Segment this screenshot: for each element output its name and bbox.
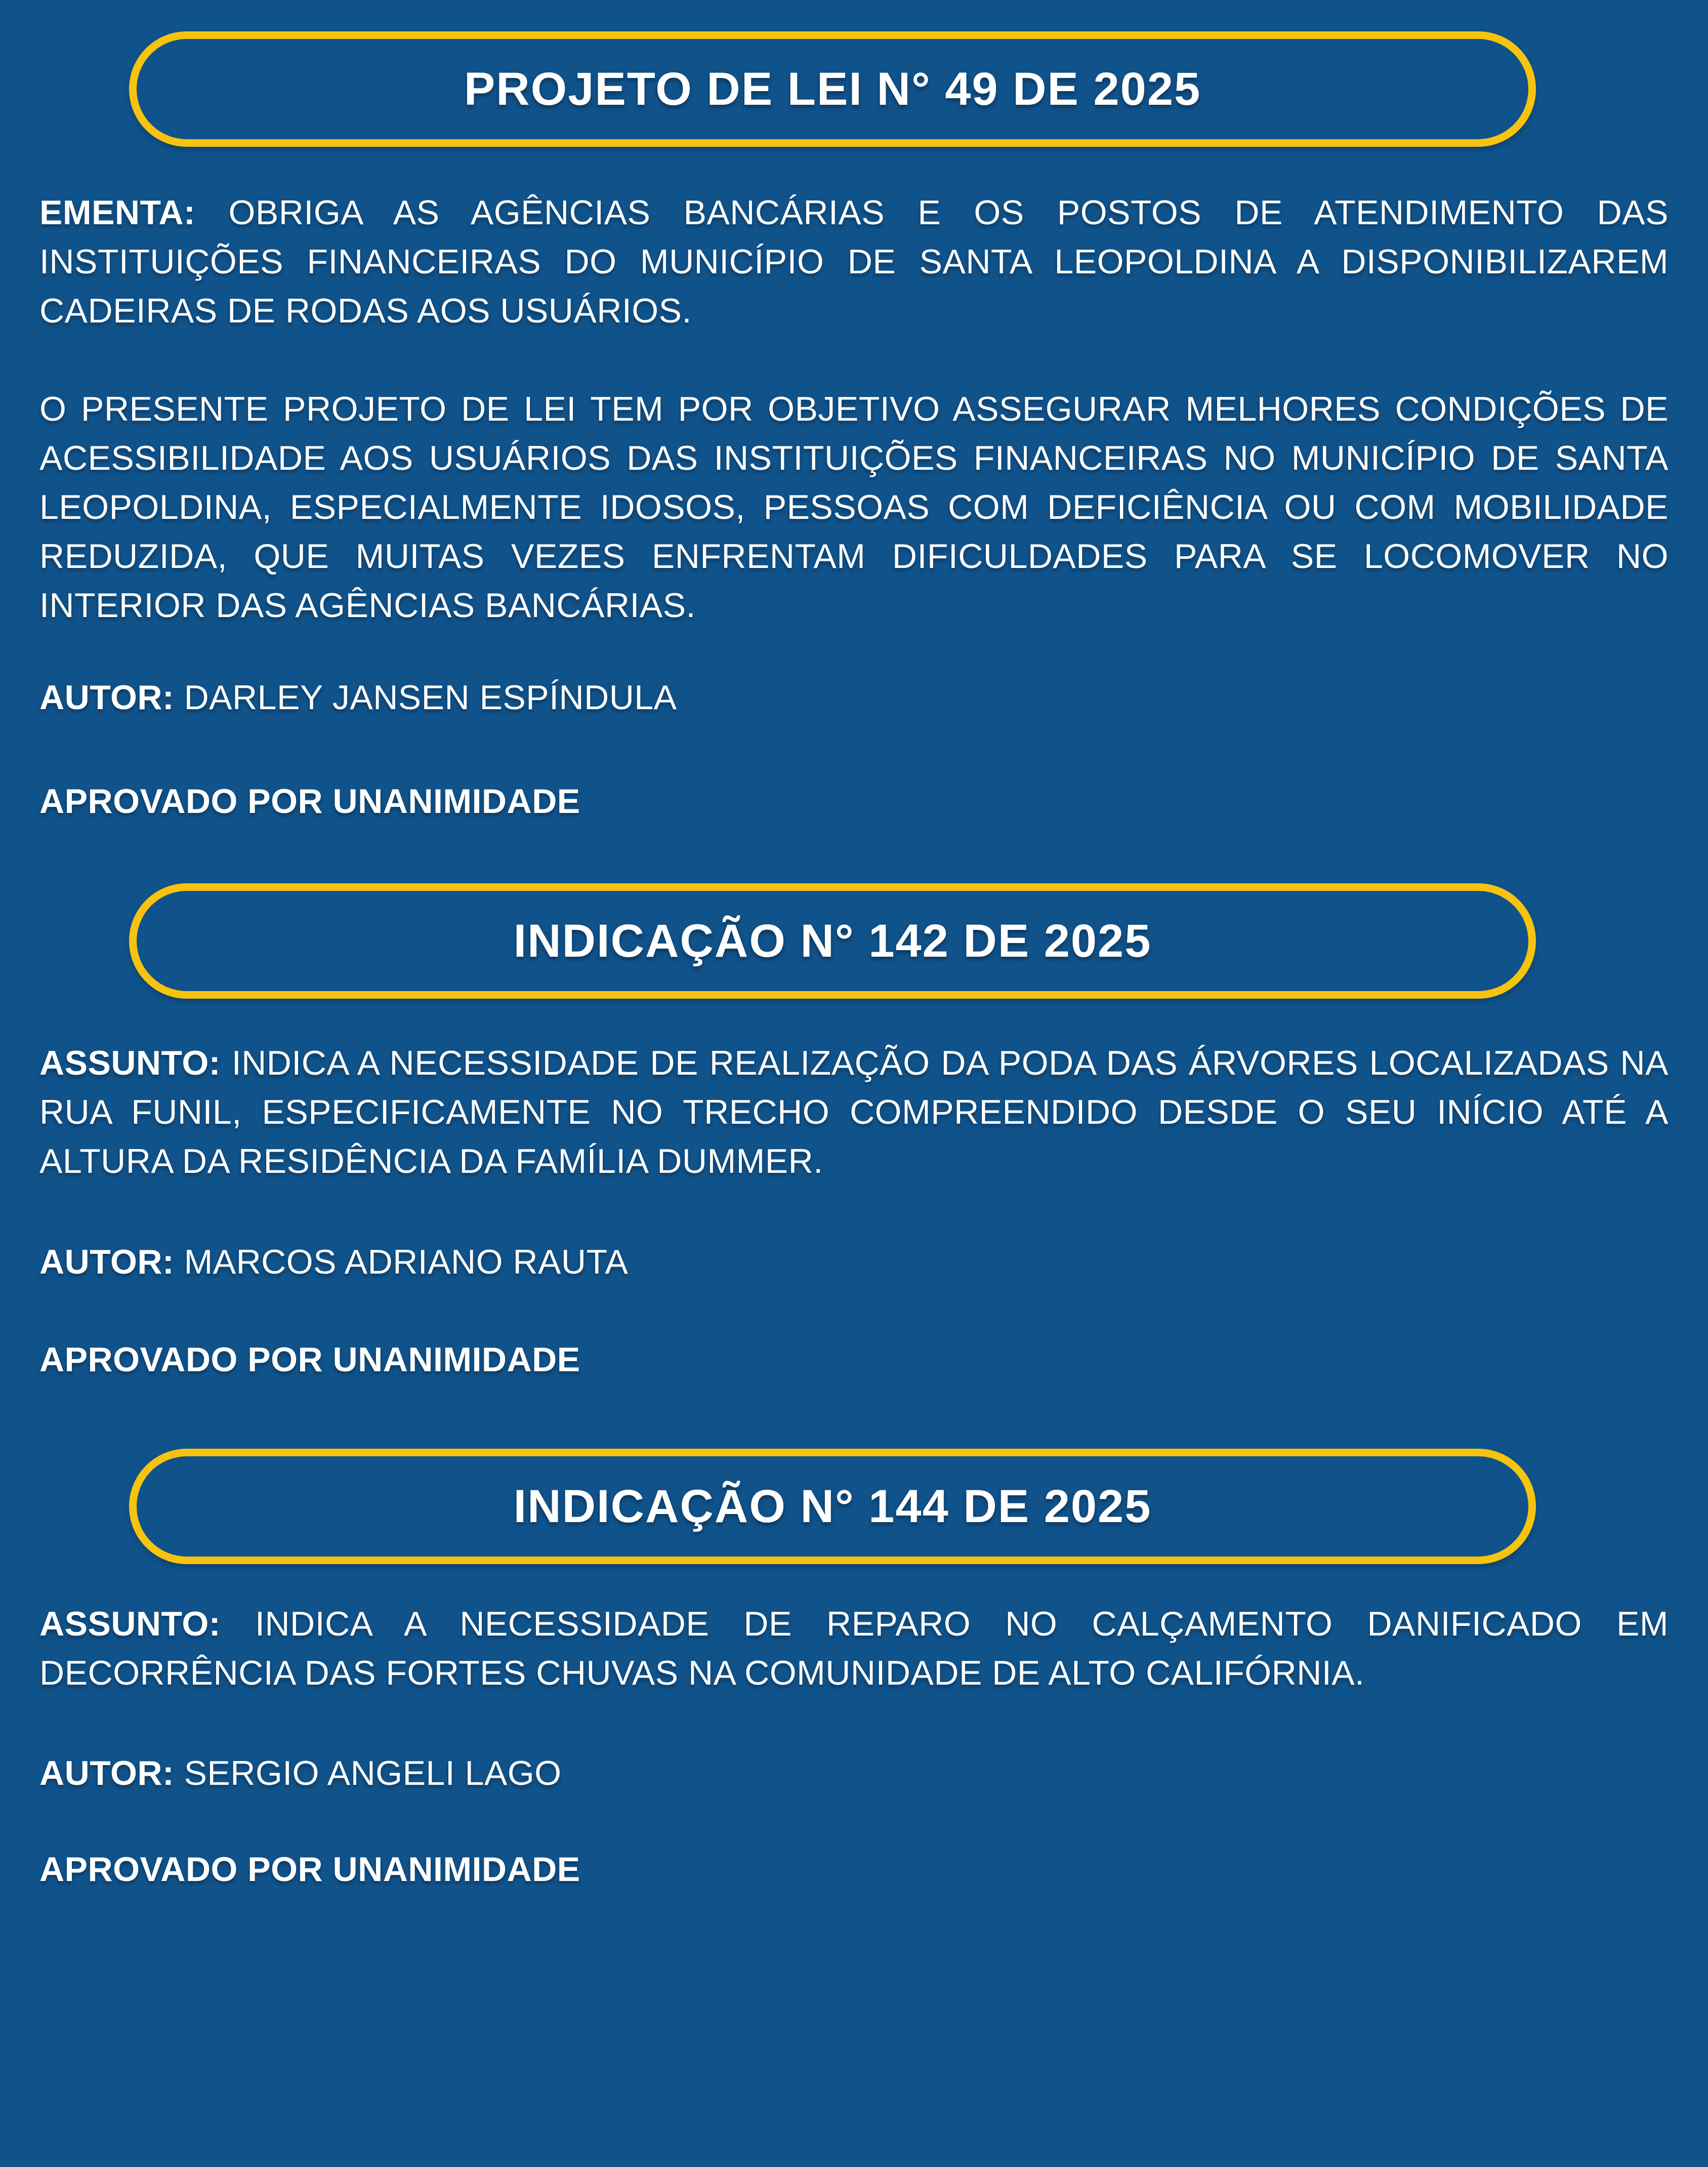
justification-text: O PRESENTE PROJETO DE LEI TEM POR OBJETIVO ASSEGURAR MELHORES CONDIÇÕES DE ACESSIBILIDADE AOS USUÁRIOS DAS INSTITUIÇÕES FINANCEIRAS NO MUNICÍPIO DE SANTA LEOPOLDINA, ESPECIALMENTE IDOSOS, PESSOAS COM DEFICIÊNCIA OU COM MOBILIDADE REDUZIDA, QUE MUITAS VEZES ENFRENTAM DIFICULDADES PARA SE LOCOMOVER NO INTERIOR DAS AGÊNCIAS BANCÁRIAS. — [39, 390, 1669, 625]
announcement-page — [0, 31, 1708, 2167]
assunto-paragraph — [0, 1600, 1708, 1698]
author-line — [0, 1238, 1708, 1287]
banner-projeto-de-lei-49 — [129, 31, 1536, 147]
author-line — [0, 673, 1708, 722]
assunto-label: ASSUNTO: — [39, 1044, 221, 1082]
author-name: MARCOS ADRIANO RAUTA — [184, 1243, 629, 1281]
approval-status: APROVADO POR UNANIMIDADE — [39, 1850, 580, 1889]
banner-title: PROJETO DE LEI N° 49 DE 2025 — [464, 63, 1201, 115]
author-name: DARLEY JANSEN ESPÍNDULA — [184, 678, 677, 717]
author-label: AUTOR: — [39, 1243, 175, 1281]
assunto-paragraph — [0, 1039, 1708, 1186]
section-projeto-de-lei-49 — [0, 31, 1708, 826]
assunto-text: INDICA A NECESSIDADE DE REPARO NO CALÇAMENTO DANIFICADO EM DECORRÊNCIA DAS FORTES CHUVAS NA COMUNIDADE DE ALTO CALIFÓRNIA. — [39, 1605, 1669, 1692]
section-indicacao-144 — [0, 1449, 1708, 1894]
author-label: AUTOR: — [39, 678, 175, 717]
banner-indicacao-142 — [129, 883, 1536, 999]
justification-paragraph — [0, 385, 1708, 630]
assunto-text: INDICA A NECESSIDADE DE REALIZAÇÃO DA PODA DAS ÁRVORES LOCALIZADAS NA RUA FUNIL, ESPECIFICAMENTE NO TRECHO COMPREENDIDO DESDE O SEU INÍCIO ATÉ A ALTURA DA RESIDÊNCIA DA FAMÍLIA DUMMER. — [39, 1044, 1669, 1180]
ementa-label: EMENTA: — [39, 193, 196, 232]
banner-indicacao-144 — [129, 1449, 1536, 1564]
ementa-paragraph — [0, 188, 1708, 336]
approval-status: APROVADO POR UNANIMIDADE — [39, 1340, 580, 1379]
author-line — [0, 1749, 1708, 1798]
banner-title: INDICAÇÃO N° 142 DE 2025 — [513, 915, 1152, 967]
ementa-text: OBRIGA AS AGÊNCIAS BANCÁRIAS E OS POSTOS DE ATENDIMENTO DAS INSTITUIÇÕES FINANCEIRAS DO MUNICÍPIO DE SANTA LEOPOLDINA A DISPONIBILIZAREM CADEIRAS DE RODAS AOS USUÁRIOS. — [39, 193, 1669, 330]
approval-status: APROVADO POR UNANIMIDADE — [39, 782, 580, 821]
author-name: SERGIO ANGELI LAGO — [184, 1754, 562, 1792]
assunto-label: ASSUNTO: — [39, 1605, 221, 1643]
banner-title: INDICAÇÃO N° 144 DE 2025 — [513, 1480, 1152, 1532]
section-indicacao-142 — [0, 883, 1708, 1384]
author-label: AUTOR: — [39, 1754, 175, 1792]
